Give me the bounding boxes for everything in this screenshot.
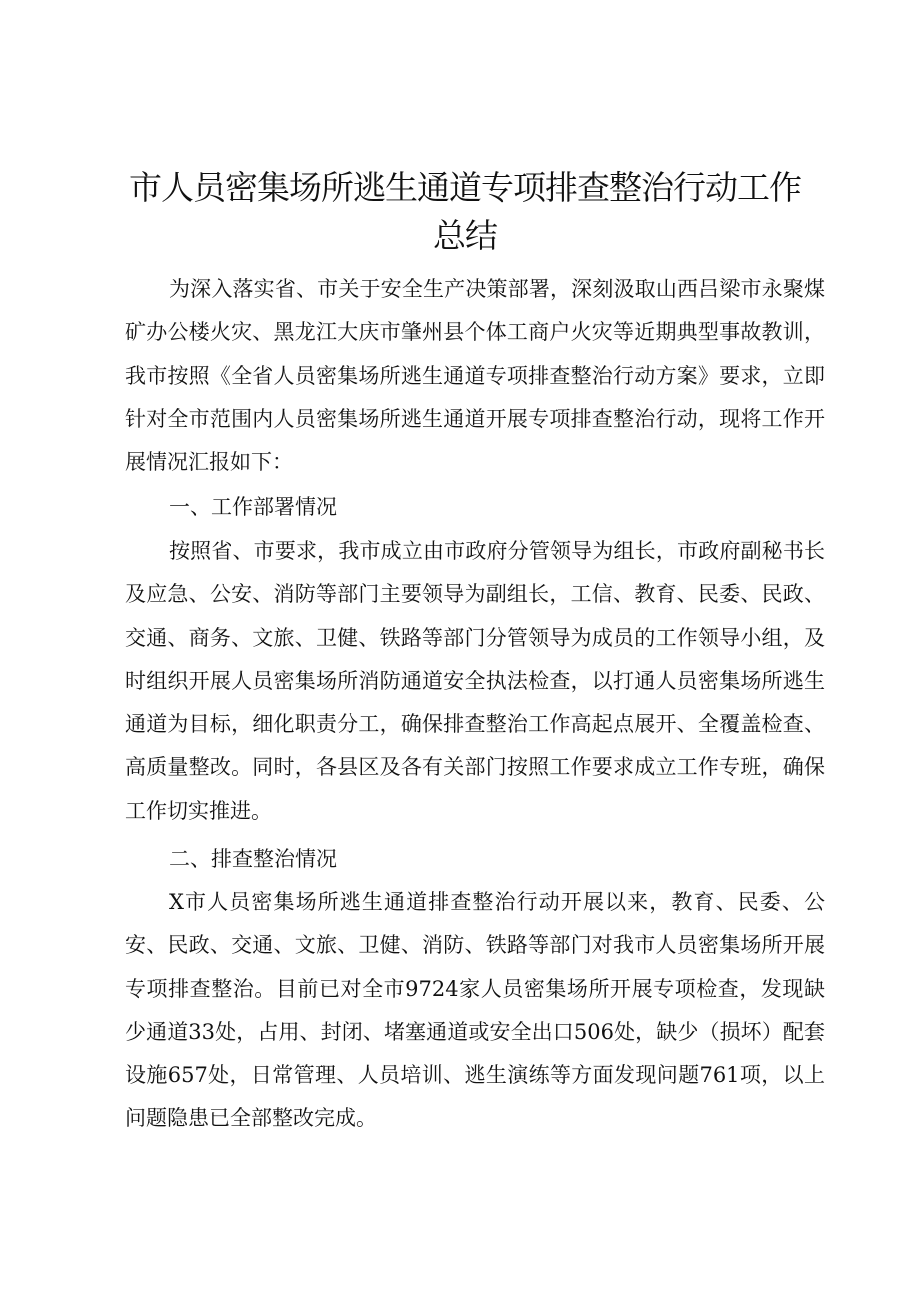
- section-heading-inspection: 二、排查整治情况: [169, 847, 337, 871]
- intro-paragraph: 为深入落实省、市关于安全生产决策部署，深刻汲取山西吕梁市永聚煤矿办公楼火灾、黑龙江大庆市肇州县个体工商户火灾等近期典型事故教训，我市按照《全省人员密集场所逃生通道专项排查整治行动方案》要求，立即针对全市范围内人员密集场所逃生通道开展专项排查整治行动，现将工作开展情况汇报如下：: [125, 277, 825, 475]
- document-title: 市人员密集场所逃生通道专项排查整治行动工作总结: [129, 168, 801, 255]
- section-body-inspection: X市人员密集场所逃生通道排查整治行动开展以来，教育、民委、公安、民政、交通、文旅、卫健、消防、铁路等部门对我市人员密集场所开展专项排查整治。目前已对全市9724家人员密集场所开展专项检查，发现缺少通道33处，占用、封闭、堵塞通道或安全出口506处，缺少（损坏）配套设施657处，日常管理、人员培训、逃生演练等方面发现问题761项，以上问题隐患已全部整改完成。: [125, 890, 825, 1131]
- section-heading-deployment: 一、工作部署情况: [169, 495, 337, 519]
- section-body-deployment: 按照省、市要求，我市成立由市政府分管领导为组长，市政府副秘书长及应急、公安、消防等部门主要领导为副组长，工信、教育、民委、民政、交通、商务、文旅、卫健、铁路等部门分管领导为成员的工作领导小组，及时组织开展人员密集场所消防通道安全执法检查，以打通人员密集场所逃生通道为目标，细化职责分工，确保排查整治工作高起点展开、全覆盖检查、高质量整改。同时，各县区及各有关部门按照工作要求成立工作专班，确保工作切实推进。: [125, 539, 825, 823]
